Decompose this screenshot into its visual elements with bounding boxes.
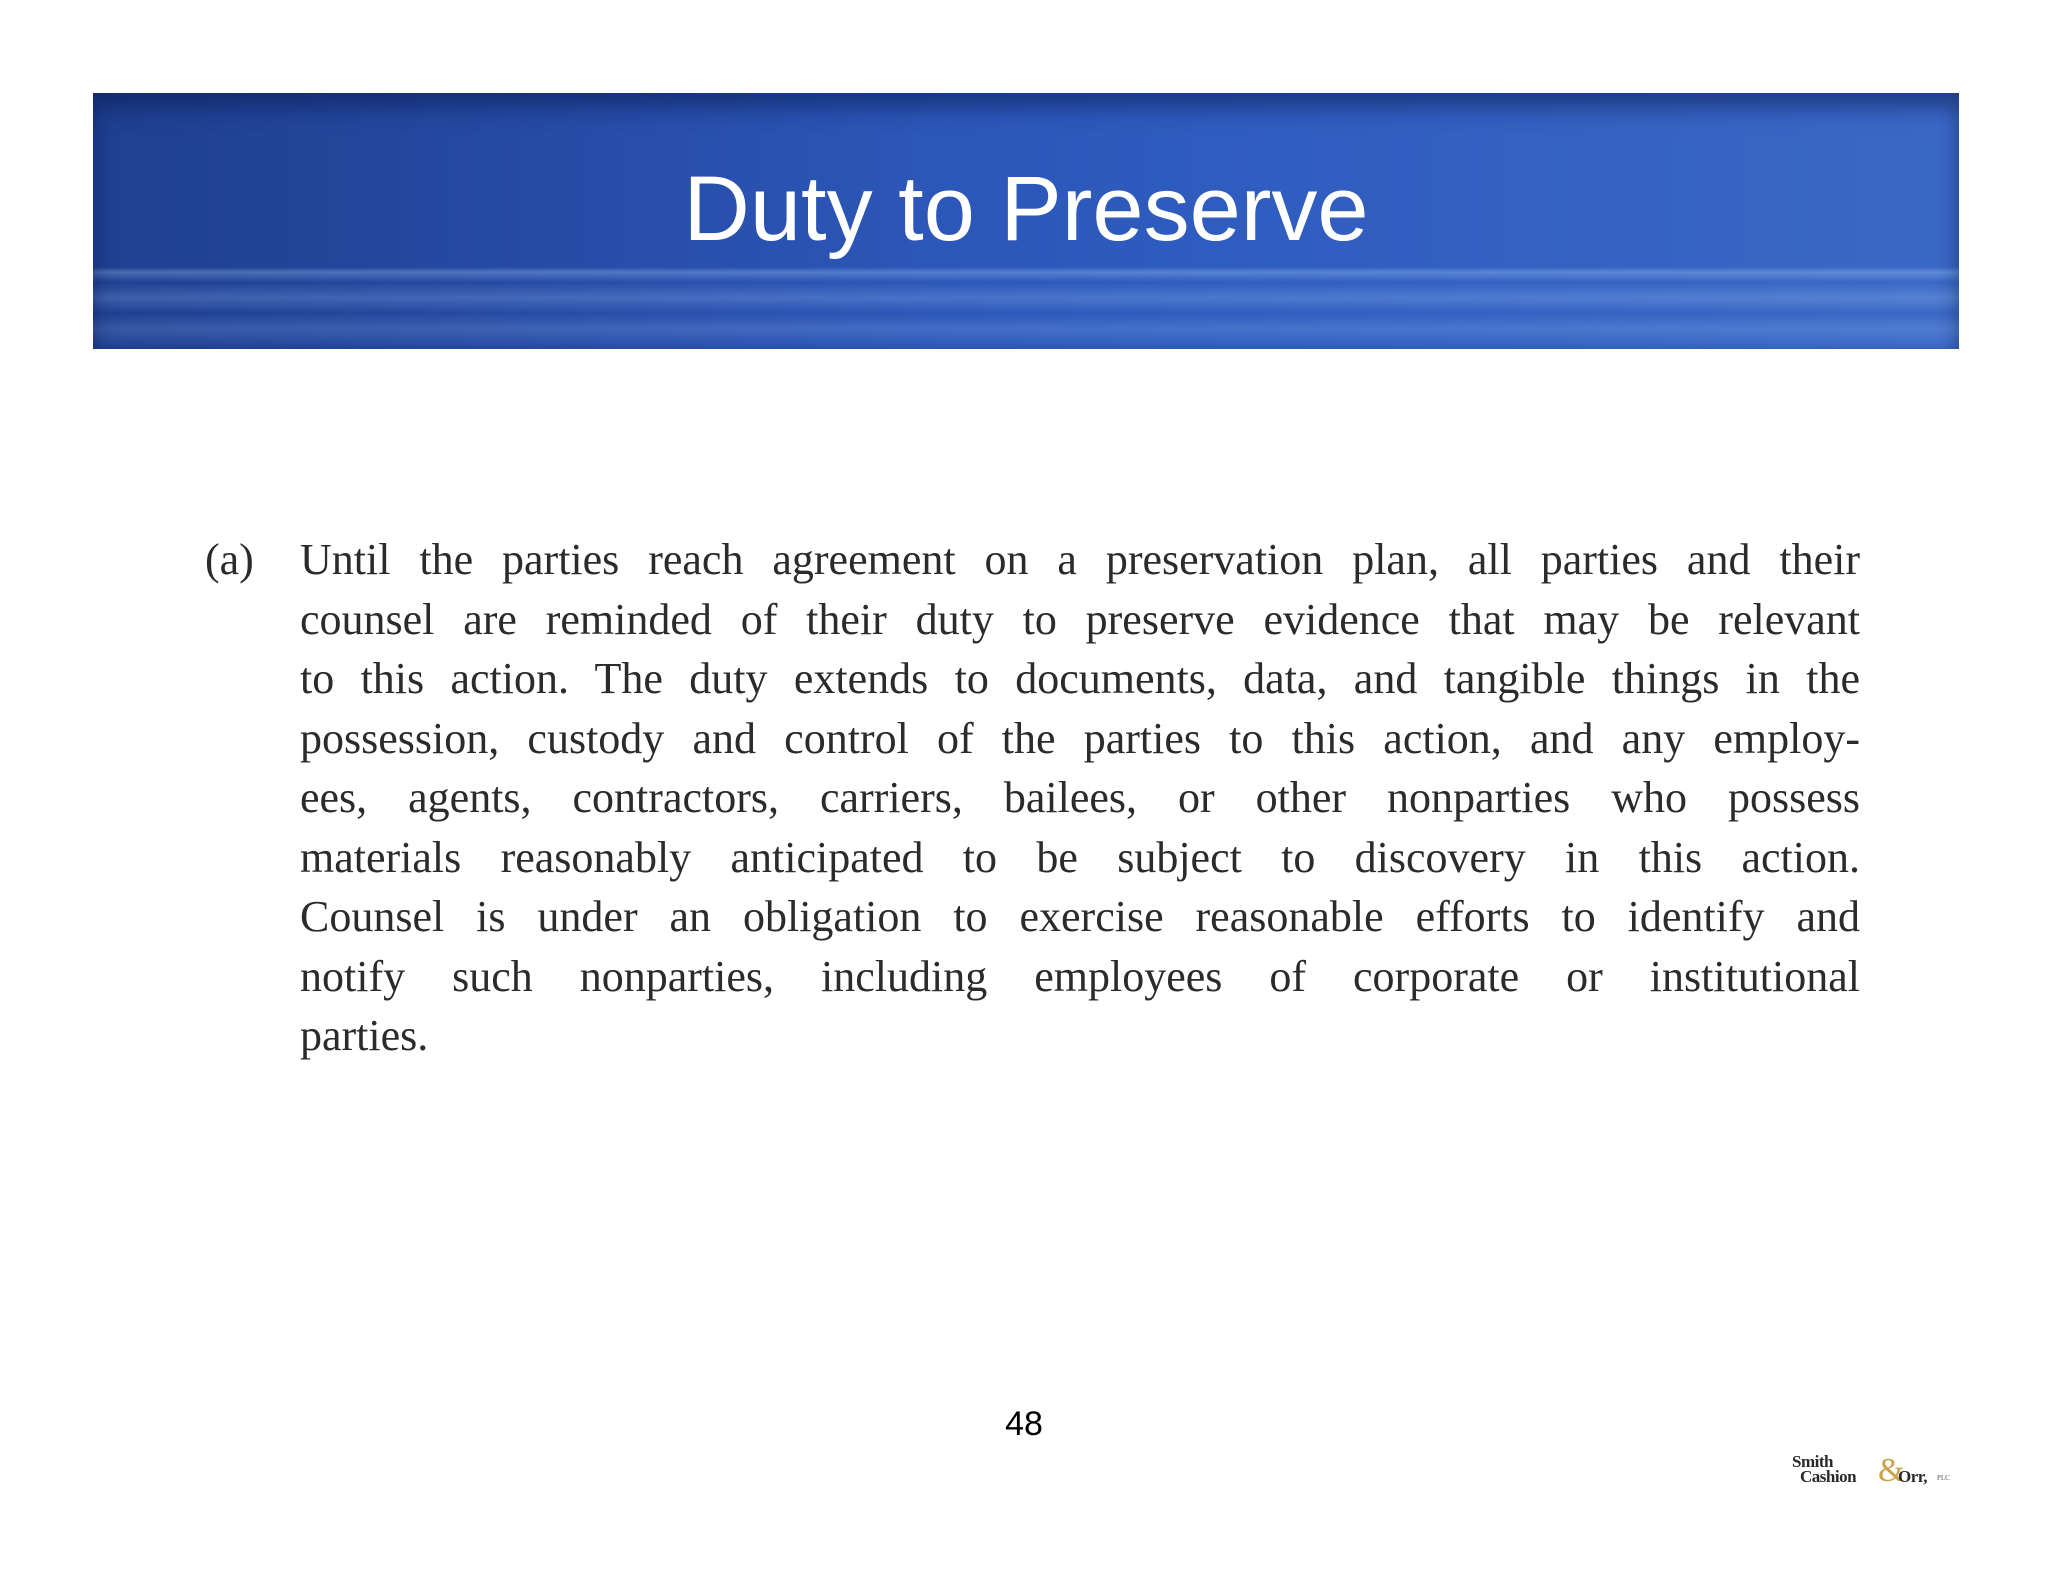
page-number: 48 [1005,1405,1043,1443]
logo-smith: Smith [1792,1452,1833,1471]
rule-line: Until the parties reach agreement on a preservation plan, all parties and their [300,535,1860,584]
rule-marker: (a) [205,535,254,584]
rule-line: materials reasonably anticipated to be subject to discovery in this action. [300,832,1860,882]
slide-title: Duty to Preserve [683,158,1369,260]
rule-line: counsel are reminded of their duty to preserve evidence that may be relevant [300,594,1860,644]
title-banner [93,93,1959,349]
rule-text [300,530,1860,1066]
firm-logo [1792,1452,1952,1494]
rule-line: to this action. The duty extends to documents, data, and tangible things in the [300,654,1860,703]
logo-plc: PLC [1937,1474,1950,1482]
rule-line: notify such nonparties, including employees of corporate or institutional [300,951,1860,1001]
logo-cashion: Cashion [1800,1467,1857,1486]
logo-ampersand: & [1878,1452,1905,1489]
logo-orr: Orr, [1898,1467,1928,1486]
rule-line: ees, agents, contractors, carriers, bailees, or other nonparties who possess [300,773,1860,822]
rule-line: possession, custody and control of the parties to this action, and any employ- [300,713,1860,763]
rule-line: parties. [300,1011,429,1060]
rule-line: Counsel is under an obligation to exercise reasonable efforts to identify and [300,892,1860,941]
